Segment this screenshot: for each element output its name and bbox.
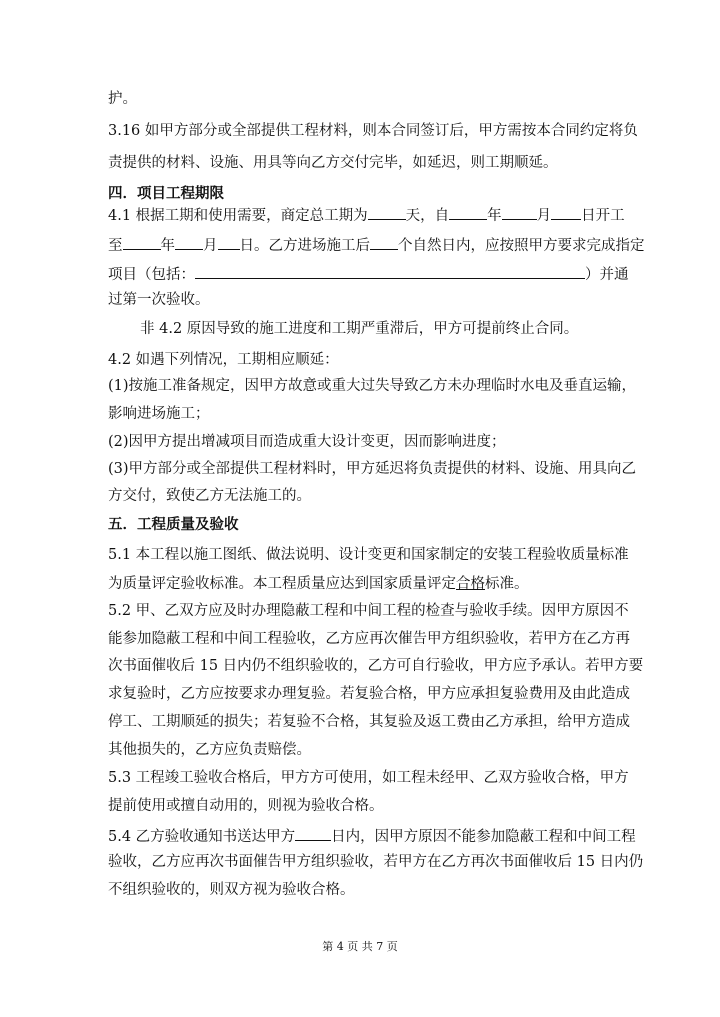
fill-blank-duration (368, 204, 406, 220)
text-line: 次书面催收后 15 日内仍不组织验收的，乙方可自行验收，甲方应予承认。若甲方要 (108, 658, 644, 674)
page-number-footer: 第 4 页 共 7 页 (322, 940, 398, 953)
fill-blank-days (370, 234, 398, 250)
text-line: 方交付，致使乙方无法施工的。 (108, 488, 311, 504)
fill-blank-end-year (123, 234, 161, 250)
text-line: 验收，乙方应再次书面催告甲方组织验收，若甲方在乙方再次书面催收后 15 日内仍 (108, 854, 644, 870)
text-line: (3)甲方部分或全部提供工程材料时，甲方延迟将负责提供的材料、设施、用具向乙 (108, 461, 637, 477)
text-line: 责提供的材料、设施、用具等向乙方交付完毕，如延迟，则工期顺延。 (108, 155, 558, 171)
section-heading-5: 五．工程质量及验收 (108, 516, 239, 533)
text-line: 提前使用或擅自动用的，则视为验收合格。 (108, 798, 384, 814)
section-heading-4: 四．项目工程期限 (108, 185, 224, 202)
text-line: 为质量评定验收标准。本工程质量应达到国家质量评定合格标准。 (108, 576, 529, 592)
text-line: (2)因甲方提出增减项目而造成重大设计变更，因而影响进度； (108, 434, 506, 450)
text-line-with-blanks: 4.1 根据工期和使用需要，商定总工期为 天，自 年 月 日开工 (108, 204, 648, 226)
text-line: 不组织验收的，则双方视为验收合格。 (108, 882, 355, 898)
text-line: 能参加隐蔽工程和中间工程验收，乙方应再次催告甲方组织验收，若甲方在乙方再 (108, 631, 630, 647)
underlined-term: 合格 (456, 576, 485, 592)
text-line: 停工、工期顺延的损失；若复验不合格，其复验及返工费由乙方承担，给甲方造成 (108, 714, 630, 730)
text-line: 护。 (108, 91, 137, 107)
text-line-with-blanks: 至 年 月 日。乙方进场施工后 个自然日内，应按照甲方要求完成指定 (108, 234, 648, 256)
fill-blank-project-items (195, 263, 585, 279)
text-line: 求复验时，乙方应按要求办理复验。若复验合格，甲方应承担复验费用及由此造成 (108, 686, 630, 702)
fill-blank-start-year (449, 204, 487, 220)
fill-blank-end-month (175, 234, 203, 250)
text-line: 影响进场施工； (108, 406, 210, 422)
fill-blank-notice-days (295, 825, 331, 841)
text-line: 其他损失的，乙方应负责赔偿。 (108, 742, 311, 758)
fill-blank-start-month (502, 204, 537, 220)
text-line: 5.2 甲、乙双方应及时办理隐蔽工程和中间工程的检查与验收手续。因甲方原因不 (108, 603, 629, 619)
text-line: 5.1 本工程以施工图纸、做法说明、设计变更和国家制定的安装工程验收质量标准 (108, 547, 629, 563)
fill-blank-end-day (218, 234, 240, 250)
text-line: (1)按施工准备规定，因甲方故意或重大过失导致乙方未办理临时水电及垂直运输， (108, 378, 637, 394)
text-line: 4.2 如遇下列情况，工期相应顺延： (108, 352, 339, 368)
text-line-with-blanks: 项目（包括： ）并通 (108, 263, 648, 285)
text-line: 非 4.2 原因导致的施工进度和工期严重滞后，甲方可提前终止合同。 (140, 321, 579, 337)
text-line-with-blanks: 5.4 乙方验收通知书送达甲方 日内，因甲方原因不能参加隐蔽工程和中间工程 (108, 825, 648, 847)
text-line: 3.16 如甲方部分或全部提供工程材料，则本合同签订后，甲方需按本合同约定将负 (108, 123, 638, 139)
fill-blank-start-day (551, 204, 581, 220)
text-line: 过第一次验收。 (108, 292, 210, 308)
text-line: 5.3 工程竣工验收合格后，甲方方可使用，如工程未经甲、乙双方验收合格，甲方 (108, 770, 629, 786)
